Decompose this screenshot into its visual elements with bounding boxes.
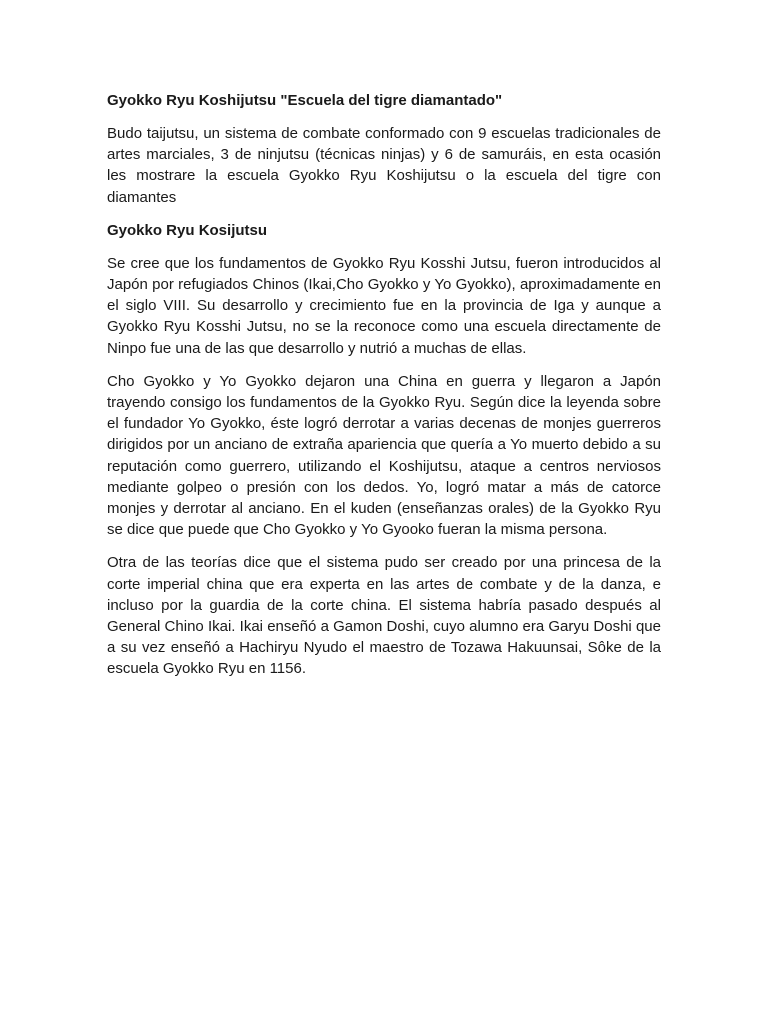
intro-paragraph: Budo taijutsu, un sistema de combate conformado con 9 escuelas tradicionales de artes marciales, 3 de ninjutsu (técnicas ninjas) y 6 de samuráis, en esta ocasión les mostrare la escuela Gyokko Ryu Koshijutsu o la escuela del tigre con diamantes bbox=[107, 125, 661, 206]
document-title: Gyokko Ryu Koshijutsu "Escuela del tigre diamantado" bbox=[107, 92, 503, 109]
document-body bbox=[107, 90, 661, 692]
body-paragraph-3: Otra de las teorías dice que el sistema pudo ser creado por una princesa de la corte imperial china que era experta en las artes de combate y de la danza, e incluso por la guardia de la corte china. El sistema habría pasado después al General Chino Ikai. Ikai enseñó a Gamon Doshi, cuyo alumno era Garyu Doshi que a su vez enseñó a Hachiryu Nyudo el maestro de Tozawa Hakuunsai, Sôke de la escuela Gyokko Ryu en 1156. bbox=[107, 554, 661, 678]
body-paragraph-1: Se cree que los fundamentos de Gyokko Ryu Kosshi Jutsu, fueron introducidos al Japón por refugiados Chinos (Ikai,Cho Gyokko y Yo Gyokko), aproximadamente en el siglo VIII. Su desarrollo y crecimiento fue en la provincia de Iga y aunque a Gyokko Ryu Kosshi Jutsu, no se la reconoce como una escuela directamente de Ninpo fue una de las que desarrollo y nutrió a muchas de ellas. bbox=[107, 254, 661, 357]
body-paragraph-2: Cho Gyokko y Yo Gyokko dejaron una China en guerra y llegaron a Japón trayendo consigo los fundamentos de la Gyokko Ryu. Según dice la leyenda sobre el fundador Yo Gyokko, éste logró derrotar a varias decenas de monjes guerreros dirigidos por un anciano de extraña apariencia que quería a Yo muerto debido a su reputación como guerrero, utilizando el Koshijutsu, ataque a centros nerviosos mediante golpeo o presión con los dedos. Yo, logró matar a más de catorce monjes y derrotar al anciano. En el kuden (enseñanzas orales) de la Gyokko Ryu se dice que puede que Cho Gyokko y Yo Gyooko fueran la misma persona. bbox=[107, 372, 661, 539]
section-heading: Gyokko Ryu Kosijutsu bbox=[107, 221, 268, 239]
